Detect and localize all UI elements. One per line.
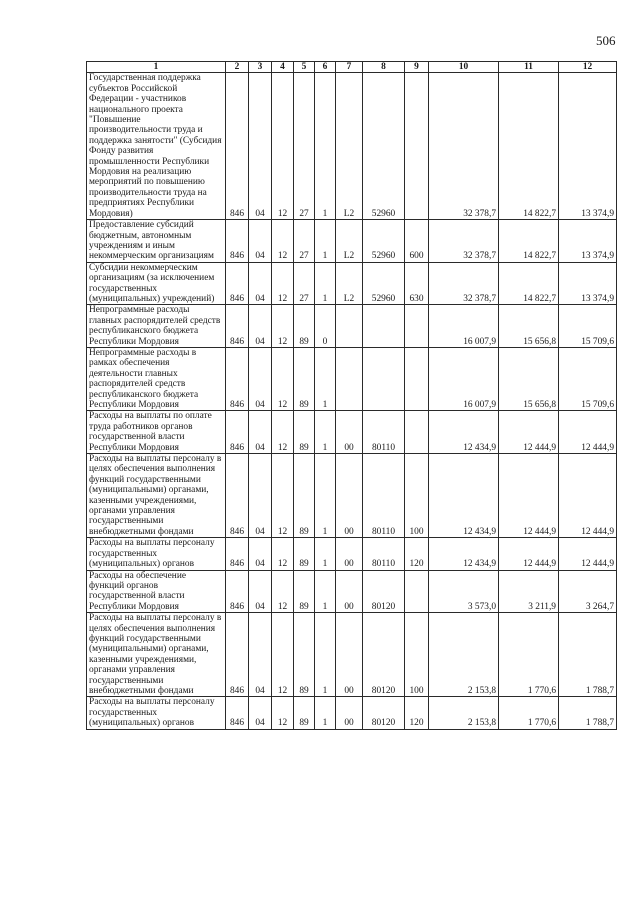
table-row: [87, 697, 617, 729]
amount-year-1-cell: 12 434,9: [429, 454, 499, 538]
expense-type-code-cell: 120: [405, 538, 429, 570]
direction-code-cell: 80110: [363, 538, 405, 570]
amount-year-1-cell: 2 153,8: [429, 613, 499, 697]
section-code-cell: 04: [249, 347, 272, 410]
amount-year-1-cell: 12 434,9: [429, 538, 499, 570]
direction-code-cell: 80120: [363, 697, 405, 729]
header-cell: 1: [87, 62, 226, 73]
row-name-cell: Расходы на выплаты по оплате труда работников органов государственной власти Республики Мордовия: [87, 411, 226, 454]
program-code-cell: 89: [294, 613, 315, 697]
section-code-cell: 04: [249, 538, 272, 570]
program-code-cell: 89: [294, 305, 315, 348]
expense-type-code-cell: [405, 347, 429, 410]
program-code-cell: 89: [294, 570, 315, 613]
subprogram-code-cell: 1: [315, 570, 336, 613]
program-code-cell: 89: [294, 538, 315, 570]
subsection-code-cell: 12: [272, 454, 294, 538]
budget-table: [86, 61, 617, 730]
row-name-cell: Расходы на выплаты персоналу государственных (муниципальных) органов: [87, 538, 226, 570]
table-row: [87, 305, 617, 348]
expense-type-code-cell: [405, 73, 429, 220]
header-cell: 2: [226, 62, 249, 73]
amount-year-3-cell: 12 444,9: [559, 411, 617, 454]
event-code-cell: 00: [336, 613, 363, 697]
admin-code-cell: 846: [226, 411, 249, 454]
amount-year-3-cell: 3 264,7: [559, 570, 617, 613]
amount-year-2-cell: 14 822,7: [499, 220, 559, 263]
event-code-cell: [336, 305, 363, 348]
direction-code-cell: 52960: [363, 262, 405, 305]
expense-type-code-cell: [405, 570, 429, 613]
admin-code-cell: 846: [226, 347, 249, 410]
amount-year-1-cell: 16 007,9: [429, 347, 499, 410]
direction-code-cell: [363, 305, 405, 348]
subprogram-code-cell: 1: [315, 697, 336, 729]
subprogram-code-cell: 0: [315, 305, 336, 348]
event-code-cell: 00: [336, 570, 363, 613]
subsection-code-cell: 12: [272, 411, 294, 454]
amount-year-2-cell: 12 444,9: [499, 411, 559, 454]
admin-code-cell: 846: [226, 262, 249, 305]
table-row: [87, 73, 617, 220]
admin-code-cell: 846: [226, 454, 249, 538]
amount-year-3-cell: 13 374,9: [559, 73, 617, 220]
amount-year-3-cell: 13 374,9: [559, 262, 617, 305]
program-code-cell: 27: [294, 73, 315, 220]
table-row: [87, 347, 617, 410]
amount-year-3-cell: 12 444,9: [559, 454, 617, 538]
amount-year-3-cell: 15 709,6: [559, 305, 617, 348]
direction-code-cell: [363, 347, 405, 410]
subprogram-code-cell: 1: [315, 347, 336, 410]
amount-year-1-cell: 16 007,9: [429, 305, 499, 348]
subsection-code-cell: 12: [272, 262, 294, 305]
subsection-code-cell: 12: [272, 73, 294, 220]
table-body: [87, 73, 617, 729]
table-row: [87, 411, 617, 454]
amount-year-2-cell: 15 656,8: [499, 347, 559, 410]
table-row: [87, 454, 617, 538]
event-code-cell: L2: [336, 73, 363, 220]
direction-code-cell: 80120: [363, 613, 405, 697]
expense-type-code-cell: [405, 305, 429, 348]
expense-type-code-cell: 120: [405, 697, 429, 729]
header-cell: 11: [499, 62, 559, 73]
page-number: 506: [596, 33, 616, 48]
admin-code-cell: 846: [226, 220, 249, 263]
header-row: [87, 62, 617, 73]
amount-year-3-cell: 12 444,9: [559, 538, 617, 570]
table-row: [87, 613, 617, 697]
row-name-cell: Расходы на обеспечение функций органов государственной власти Республики Мордовия: [87, 570, 226, 613]
subprogram-code-cell: 1: [315, 73, 336, 220]
amount-year-2-cell: 1 770,6: [499, 697, 559, 729]
amount-year-1-cell: 2 153,8: [429, 697, 499, 729]
amount-year-1-cell: 3 573,0: [429, 570, 499, 613]
row-name-cell: Предоставление субсидий бюджетным, автономным учреждениям и иным некоммерческим организациям: [87, 220, 226, 263]
program-code-cell: 89: [294, 697, 315, 729]
expense-type-code-cell: 100: [405, 613, 429, 697]
section-code-cell: 04: [249, 570, 272, 613]
event-code-cell: [336, 347, 363, 410]
subprogram-code-cell: 1: [315, 220, 336, 263]
subprogram-code-cell: 1: [315, 454, 336, 538]
program-code-cell: 89: [294, 454, 315, 538]
event-code-cell: L2: [336, 262, 363, 305]
event-code-cell: 00: [336, 454, 363, 538]
subprogram-code-cell: 1: [315, 613, 336, 697]
section-code-cell: 04: [249, 411, 272, 454]
event-code-cell: 00: [336, 697, 363, 729]
row-name-cell: Субсидии некоммерческим организациям (за исключением государственных (муниципальных) учреждений): [87, 262, 226, 305]
amount-year-2-cell: 12 444,9: [499, 538, 559, 570]
subsection-code-cell: 12: [272, 305, 294, 348]
admin-code-cell: 846: [226, 570, 249, 613]
direction-code-cell: 52960: [363, 73, 405, 220]
header-cell: 4: [272, 62, 294, 73]
admin-code-cell: 846: [226, 538, 249, 570]
subprogram-code-cell: 1: [315, 411, 336, 454]
section-code-cell: 04: [249, 305, 272, 348]
expense-type-code-cell: 100: [405, 454, 429, 538]
program-code-cell: 89: [294, 347, 315, 410]
row-name-cell: Непрограммные расходы главных распорядителей средств республиканского бюджета Республики Мордовия: [87, 305, 226, 348]
event-code-cell: 00: [336, 538, 363, 570]
table-row: [87, 538, 617, 570]
section-code-cell: 04: [249, 220, 272, 263]
amount-year-1-cell: 32 378,7: [429, 73, 499, 220]
amount-year-1-cell: 32 378,7: [429, 220, 499, 263]
event-code-cell: 00: [336, 411, 363, 454]
header-cell: 8: [363, 62, 405, 73]
admin-code-cell: 846: [226, 305, 249, 348]
table-row: [87, 262, 617, 305]
direction-code-cell: 80120: [363, 570, 405, 613]
amount-year-1-cell: 12 434,9: [429, 411, 499, 454]
direction-code-cell: 80110: [363, 411, 405, 454]
row-name-cell: Расходы на выплаты персоналу в целях обеспечения выполнения функций государственными (муниципальными) органами, казенными учреждениями, органами управления государственными внебюджетными фондами: [87, 454, 226, 538]
amount-year-3-cell: 13 374,9: [559, 220, 617, 263]
header-cell: 7: [336, 62, 363, 73]
program-code-cell: 89: [294, 411, 315, 454]
subprogram-code-cell: 1: [315, 262, 336, 305]
expense-type-code-cell: [405, 411, 429, 454]
event-code-cell: L2: [336, 220, 363, 263]
amount-year-2-cell: 1 770,6: [499, 613, 559, 697]
section-code-cell: 04: [249, 613, 272, 697]
subprogram-code-cell: 1: [315, 538, 336, 570]
amount-year-3-cell: 1 788,7: [559, 697, 617, 729]
row-name-cell: Расходы на выплаты персоналу государственных (муниципальных) органов: [87, 697, 226, 729]
table-row: [87, 220, 617, 263]
subsection-code-cell: 12: [272, 697, 294, 729]
amount-year-2-cell: 14 822,7: [499, 262, 559, 305]
amount-year-2-cell: 3 211,9: [499, 570, 559, 613]
direction-code-cell: 80110: [363, 454, 405, 538]
admin-code-cell: 846: [226, 73, 249, 220]
amount-year-1-cell: 32 378,7: [429, 262, 499, 305]
subsection-code-cell: 12: [272, 538, 294, 570]
amount-year-2-cell: 14 822,7: [499, 73, 559, 220]
program-code-cell: 27: [294, 220, 315, 263]
row-name-cell: Непрограммные расходы в рамках обеспечения деятельности главных распорядителей средств республиканского бюджета Республики Мордовия: [87, 347, 226, 410]
header-cell: 12: [559, 62, 617, 73]
subsection-code-cell: 12: [272, 570, 294, 613]
header-cell: 5: [294, 62, 315, 73]
row-name-cell: Государственная поддержка субъектов Российской Федерации - участников национального проекта "Повышение производительности труда и поддержка занятости" (Субсидия Фонду развития промышленности Республики Мордовия на реализацию мероприятий по повышению производительности труда на предприятиях Республики Мордовия): [87, 73, 226, 220]
table-header: [87, 62, 617, 73]
amount-year-3-cell: 1 788,7: [559, 613, 617, 697]
admin-code-cell: 846: [226, 613, 249, 697]
expense-type-code-cell: 600: [405, 220, 429, 263]
header-cell: 10: [429, 62, 499, 73]
section-code-cell: 04: [249, 454, 272, 538]
admin-code-cell: 846: [226, 697, 249, 729]
amount-year-2-cell: 15 656,8: [499, 305, 559, 348]
header-cell: 9: [405, 62, 429, 73]
table-row: [87, 570, 617, 613]
section-code-cell: 04: [249, 697, 272, 729]
subsection-code-cell: 12: [272, 220, 294, 263]
direction-code-cell: 52960: [363, 220, 405, 263]
header-cell: 6: [315, 62, 336, 73]
amount-year-3-cell: 15 709,6: [559, 347, 617, 410]
subsection-code-cell: 12: [272, 347, 294, 410]
header-cell: 3: [249, 62, 272, 73]
section-code-cell: 04: [249, 73, 272, 220]
program-code-cell: 27: [294, 262, 315, 305]
row-name-cell: Расходы на выплаты персоналу в целях обеспечения выполнения функций государственными (муниципальными) органами, казенными учреждениями, органами управления государственными внебюджетными фондами: [87, 613, 226, 697]
subsection-code-cell: 12: [272, 613, 294, 697]
amount-year-2-cell: 12 444,9: [499, 454, 559, 538]
section-code-cell: 04: [249, 262, 272, 305]
expense-type-code-cell: 630: [405, 262, 429, 305]
